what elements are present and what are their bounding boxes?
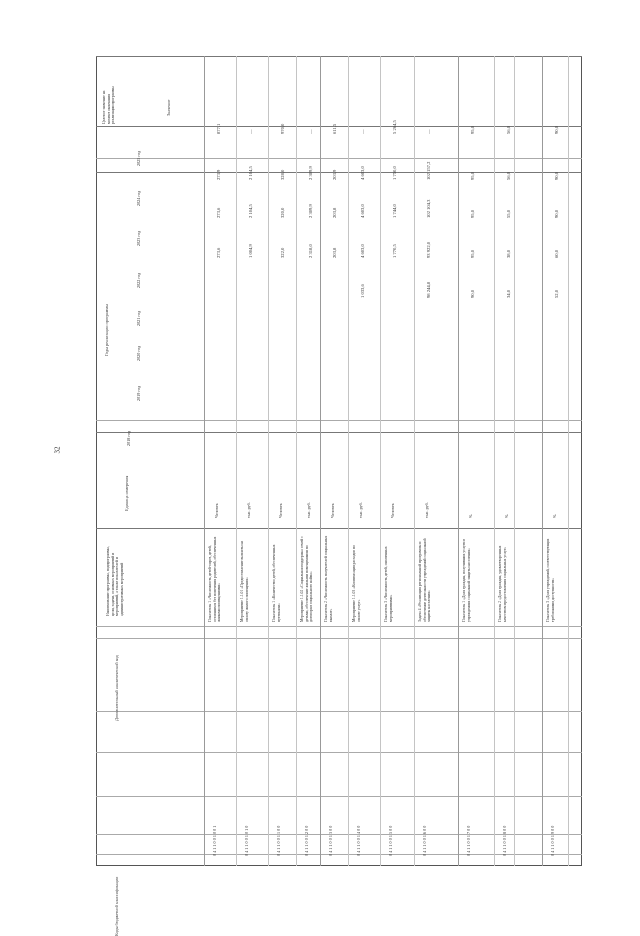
row-unit: Человек	[330, 503, 335, 518]
row-value: 1 004,9	[248, 244, 253, 258]
row-unit: Человек	[214, 503, 219, 518]
header-final: Целевое значение на момент окончания реализации программы	[102, 86, 116, 124]
row-value: 55,0	[506, 209, 511, 218]
page-number: 32	[53, 446, 62, 454]
row-value: 60,0	[554, 249, 559, 258]
row-value: 95,0	[470, 125, 475, 134]
row-value: —	[248, 129, 253, 134]
row-unit: %	[504, 514, 509, 518]
row-value: 95,0	[470, 171, 475, 180]
header-kbk: Коды бюджетной классификации	[114, 876, 119, 936]
header-unit: Единица измерения	[124, 475, 129, 511]
row-value: 98 244,8	[426, 281, 431, 298]
header-2022: 2022 год	[136, 272, 141, 288]
header-name: Наименование программы, подпрограммы, цели, задачи, основных мероприятий и мероприятий, а также показателей и административных мероприятий	[106, 546, 124, 616]
row-unit: тыс. руб.	[246, 502, 251, 518]
row-value: 322,0	[280, 247, 285, 258]
row-value: 5 264,5	[392, 120, 397, 134]
row-value: —	[308, 129, 313, 134]
row-name: Показатель 2 «Доля граждан, удовлетворенных качеством предоставления социальных услуг»	[498, 545, 507, 622]
row-unit: %	[468, 514, 473, 518]
row-value: 273,6	[216, 207, 221, 218]
row-unit: Человек	[278, 503, 283, 518]
header-2020: 2020 год	[136, 345, 141, 361]
row-value: 970,0	[280, 123, 285, 134]
row-name: Показатель 1 «Численность детей-сирот, детей, оставшихся без попечения родителей, обеспеченных жилыми помещениями»	[208, 536, 222, 622]
row-name: Мероприятие 1.1.01 «Предоставление выплаты на оплату жилого помещения»	[240, 540, 249, 622]
row-unit: %	[552, 514, 557, 518]
row-value: 273,6	[216, 247, 221, 258]
row-name: Задача 4 «Реализация региональной программы и обеспечение деятельности учреждений социальной защиты населения»	[418, 538, 432, 622]
header-2021: 2021 год	[136, 310, 141, 326]
row-codes: 0 4 1 1 0 0 1 8 0 0	[502, 825, 507, 856]
row-value: 90,0	[554, 125, 559, 134]
row-value: —	[360, 129, 365, 134]
header-2023: 2023 год	[136, 230, 141, 246]
row-value: 4 603,0	[360, 166, 365, 180]
row-value: 203,9	[332, 169, 337, 180]
row-unit: тыс. руб.	[358, 502, 363, 518]
row-value: 1 770,5	[392, 244, 397, 258]
row-value: 4 603,0	[360, 204, 365, 218]
row-value: 1 744,0	[392, 204, 397, 218]
row-codes: 0 4 1 1 0 0 1 5 0 0	[388, 825, 393, 856]
row-value: 320,0	[280, 207, 285, 218]
row-codes: 0 4 1 1 0 0 1 2 0 0	[304, 825, 309, 856]
header-additional-code: Дополнительный аналитический код	[114, 655, 119, 721]
row-value: 93 922,0	[426, 241, 431, 258]
row-value: 328,0	[280, 169, 285, 180]
row-codes: 0 4 1 1 0 0 1 6 0 0	[422, 825, 427, 856]
row-name: Показатель 1 «Доля граждан, получивших услуги в учреждениях социальной защиты населения»	[462, 538, 471, 622]
row-value: 1 033,6	[360, 284, 365, 298]
row-value: 90,0	[554, 209, 559, 218]
row-value: 273,9	[216, 169, 221, 180]
row-name: Показатель 2 «Численность получателей социальных выплат»	[324, 535, 333, 622]
header-2025: 2025 год	[136, 150, 141, 166]
row-name: Мероприятие 1.1.03 «Компенсация расходов по оплате услуг»	[352, 545, 361, 622]
header-plan-years: Годы реализации программы	[104, 304, 109, 356]
row-value: 877,1	[216, 123, 221, 134]
program-table	[96, 56, 582, 936]
row-value: 34,0	[506, 289, 511, 298]
row-value: 2 309,9	[308, 204, 313, 218]
row-codes: 0 4 1 1 0 0 1 3 0 0	[328, 825, 333, 856]
row-name: Показатель 3 «Численность детей, охваченных мероприятиями»	[384, 546, 393, 622]
row-value: —	[426, 129, 431, 134]
row-name: Мероприятие 1.1.02 «Социальная поддержка семей с детьми, обеспечение жилыми помещениями по договорам социального найма»	[300, 536, 314, 622]
row-value: 102 104,3	[426, 199, 431, 218]
header-final-value: Значение	[166, 99, 171, 116]
row-value: 4 603,0	[360, 244, 365, 258]
row-value: 95,0	[470, 249, 475, 258]
row-value: 56,0	[506, 125, 511, 134]
row-codes: 0 4 1 1 0 0 1 1 0 0	[276, 825, 281, 856]
header-2024: 2024 год	[136, 190, 141, 206]
row-unit: тыс. руб.	[424, 502, 429, 518]
row-value: 611,5	[332, 123, 337, 134]
row-codes: 0 4 1 1 0 0 1 9 0 0	[550, 825, 555, 856]
row-value: 90,0	[470, 289, 475, 298]
row-value: 2 318,0	[308, 244, 313, 258]
row-value: 52,0	[554, 289, 559, 298]
row-codes: 0 4 1 1 0 0 1 4 0 0	[356, 825, 361, 856]
row-value: 95,0	[470, 209, 475, 218]
row-value: 203,8	[332, 207, 337, 218]
row-name: Показатель 1 «Количество детей, обеспеченных путевками»	[272, 544, 281, 622]
row-value: 2 104,5	[248, 204, 253, 218]
row-value: 1 750,0	[392, 166, 397, 180]
row-value: 2 309,9	[308, 166, 313, 180]
row-value: 90,0	[554, 171, 559, 180]
row-value: 56,0	[506, 171, 511, 180]
row-codes: 0 4 1 1 0 0 1 7 0 0	[466, 825, 471, 856]
row-name: Показатель 3 «Доля учреждений, соответствующих требованиям доступности»	[546, 538, 555, 622]
row-codes: 0 4 1 1 0 0 1 0 0 1	[212, 825, 217, 856]
row-unit: тыс. руб.	[306, 502, 311, 518]
row-codes: 0 4 1 1 0 0 1 0 1 0	[244, 825, 249, 856]
row-value: 2 104,5	[248, 166, 253, 180]
row-value: 38,0	[506, 249, 511, 258]
header-base-year: 2018 год	[126, 430, 131, 446]
row-unit: Человек	[390, 503, 395, 518]
row-value: 203,8	[332, 247, 337, 258]
header-2019: 2019 год	[136, 385, 141, 401]
row-value: 102 157,2	[426, 161, 431, 180]
